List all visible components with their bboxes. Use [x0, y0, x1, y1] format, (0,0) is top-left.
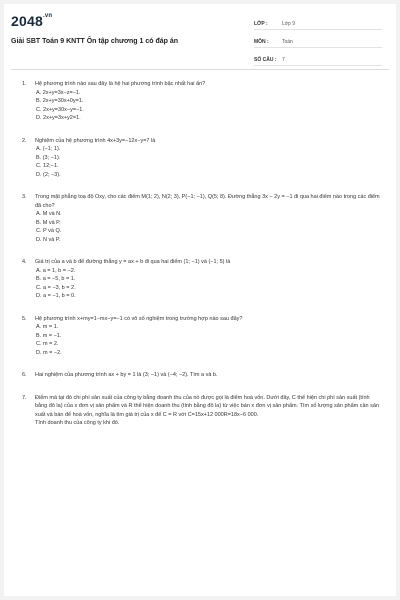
- header-divider: [11, 69, 389, 70]
- answer-option[interactable]: C. P và Q.: [36, 228, 62, 234]
- answer-option[interactable]: D. a = −1, b = 0.: [36, 293, 76, 299]
- question-text: Nghiệm của hệ phương trình 4x+3y=−12x−y=7 là: [35, 137, 156, 144]
- meta-label: MÔN :: [254, 38, 269, 45]
- answer-option[interactable]: C. 2x+y=30x−y=−1.: [36, 106, 84, 113]
- meta-row: [254, 18, 382, 30]
- question-number: 7.: [22, 394, 27, 401]
- question-item: [22, 258, 382, 301]
- answer-option[interactable]: D. (2; −3).: [36, 171, 61, 178]
- answer-option[interactable]: B. M và P.: [36, 219, 61, 226]
- logo-tld: .vn: [42, 13, 53, 19]
- answer-option[interactable]: A. M và N.: [36, 211, 62, 217]
- document-header: [4, 4, 396, 62]
- question-text-line: Tính doanh thu của công ty khi đó.: [35, 420, 120, 426]
- question-text: Trong mặt phẳng toạ độ Oxy, cho các điểm M(1; 2), N(2; 3), P(−1; −1), Q(5; 8). Đường thẳng 3x − 2y = −1 đi qua hai điểm nào trong các điểm đã cho?: [35, 194, 380, 209]
- question-item: [22, 371, 382, 380]
- question-item: [22, 315, 382, 358]
- answer-option[interactable]: B. 2x+y=30x+0y=1.: [36, 98, 84, 104]
- document-title: Giải SBT Toán 9 KNTT Ôn tập chương 1 có đáp án: [11, 38, 179, 45]
- question-number: 6.: [22, 372, 27, 378]
- question-text: Hai nghiệm của phương trình ax + by = 1 là (3; −1) và (−4; −2). Tìm a và b.: [35, 372, 218, 378]
- logo-text: 2048: [11, 13, 43, 29]
- answer-option[interactable]: A. m = 1.: [36, 324, 59, 330]
- meta-label: LỚP :: [254, 20, 268, 27]
- question-item: [22, 394, 382, 428]
- question-number: 1.: [22, 81, 27, 87]
- question-item: [22, 193, 382, 244]
- question-text: Hệ phương trình x+my=1−mx−y=−1 có vô số nghiệm trong trường hợp nào sau đây?: [35, 315, 243, 322]
- answer-option[interactable]: D. N và P.: [36, 236, 61, 243]
- document-page: [4, 4, 396, 596]
- answer-option[interactable]: A. a = 1, b = −2.: [36, 267, 76, 274]
- question-item: [22, 137, 382, 180]
- answer-option[interactable]: B. (3; −1).: [36, 154, 61, 161]
- question-text: Điểm mà tại đó chi phí sản xuất của công ty bằng doanh thu của nó được gọi là điểm hoà vốn. Dưới đây, C thể hiện chi phí sản xuất (tính bằng đô la) của x đơn vị sản phẩm và R thể hiện doanh thu (tính bằng đô la) từ việc bán x đơn vị sản phẩm. Tìm số lượng sản phẩm cần sản xuất và bán để hoà vốn, nghĩa là tìm giá trị của x để C = R với C=15x+12 000R=18x−6 000.: [35, 394, 380, 418]
- answer-option[interactable]: B. m = −1.: [36, 332, 62, 339]
- meta-label: SỐ CÂU :: [254, 56, 277, 63]
- meta-value: Lớp 9: [282, 20, 296, 27]
- answer-option[interactable]: D. 2x+y=3x+y2=1.: [36, 115, 81, 121]
- question-text: Hệ phương trình nào sau đây là hệ hai phương trình bậc nhất hai ẩn?: [35, 81, 206, 87]
- answer-option[interactable]: C. a = −3, b = 2.: [36, 284, 76, 291]
- answer-option[interactable]: A. (−1; 1).: [36, 146, 61, 152]
- question-number: 5.: [22, 315, 27, 322]
- meta-table: [254, 18, 382, 72]
- answer-option[interactable]: C. 12;−1.: [36, 163, 59, 169]
- question-number: 2.: [22, 137, 27, 144]
- site-logo[interactable]: [11, 13, 52, 29]
- answer-option[interactable]: C. m = 2.: [36, 341, 59, 347]
- answer-option[interactable]: B. a = −5, b = 1.: [36, 276, 76, 282]
- meta-value: 7: [282, 56, 285, 63]
- meta-value: Toán: [282, 38, 293, 45]
- answer-option[interactable]: A. 2x+y=3x−z=−1.: [36, 89, 81, 96]
- question-number: 4.: [22, 259, 27, 265]
- answer-option[interactable]: D. m = −2.: [36, 349, 62, 356]
- meta-row: [254, 36, 382, 48]
- question-list: [22, 80, 382, 442]
- meta-row: [254, 54, 382, 66]
- question-text: Giá trị của a và b để đường thẳng y = ax + b đi qua hai điểm (1; −1) và (−1; 5) là: [35, 259, 231, 265]
- question-number: 3.: [22, 194, 27, 200]
- question-item: [22, 80, 382, 123]
